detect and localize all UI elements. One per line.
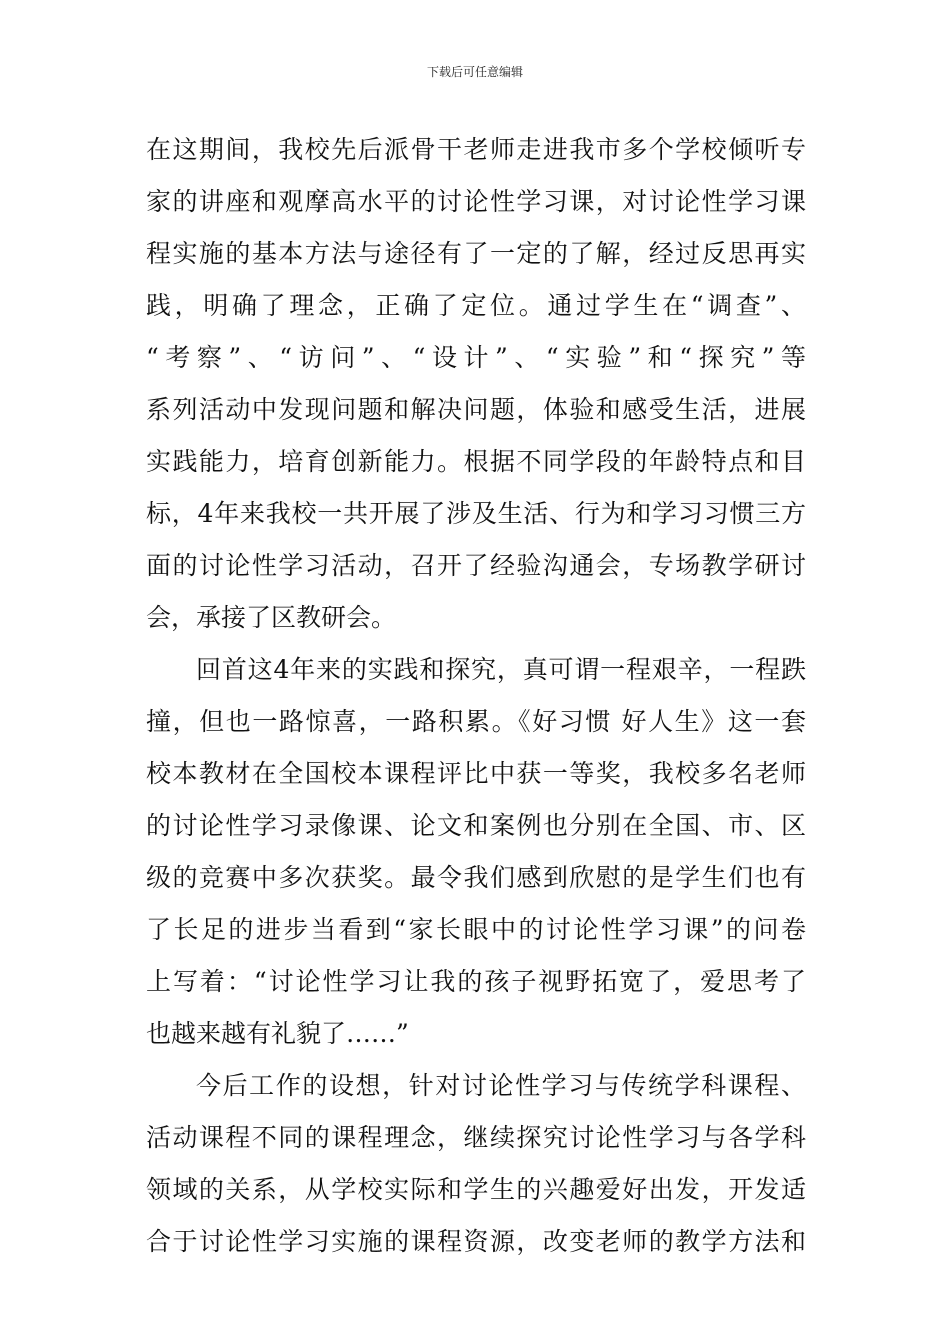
document-body: [146, 124, 806, 1268]
text-line: 面的讨论性学习活动，召开了经验沟通会，专场教学研讨: [146, 551, 806, 580]
text-line: 会，承接了区教研会。: [146, 603, 397, 632]
text-line: 回首这4年来的实践和探究，真可谓一程艰辛，一程跌: [196, 655, 806, 684]
paragraph-1: [146, 124, 806, 644]
text-line: 也越来越有礼貌了……”: [146, 1019, 409, 1048]
page-header: 下载后可任意编辑: [426, 65, 523, 79]
text-line: 校本教材在全国校本课程评比中获一等奖，我校多名老师: [146, 759, 806, 788]
text-line: 领域的关系，从学校实际和学生的兴趣爱好出发，开发适: [146, 1175, 806, 1204]
text-line: 系列活动中发现问题和解决问题，体验和感受生活，进展: [146, 395, 806, 424]
text-line: 撞，但也一路惊喜，一路积累。《好习惯 好人生》这一套: [146, 707, 806, 736]
text-line: 标，4年来我校一共开展了涉及生活、行为和学习习惯三方: [146, 499, 806, 528]
text-line: 级的竞赛中多次获奖。最令我们感到欣慰的是学生们也有: [146, 863, 806, 892]
text-line: 家的讲座和观摩高水平的讨论性学习课，对讨论性学习课: [146, 187, 806, 216]
text-line: 践，明确了理念，正确了定位。通过学生在“调查”、: [146, 291, 806, 320]
paragraph-3: [146, 1060, 806, 1268]
text-line: 实践能力，培育创新能力。根据不同学段的年龄特点和目: [146, 447, 806, 476]
text-line: 程实施的基本方法与途径有了一定的了解，经过反思再实: [146, 239, 806, 268]
text-line: 合于讨论性学习实施的课程资源，改变老师的教学方法和: [146, 1227, 806, 1256]
text-line: 今后工作的设想，针对讨论性学习与传统学科课程、: [196, 1071, 806, 1100]
text-line: 的讨论性学习录像课、论文和案例也分别在全国、市、区: [146, 811, 806, 840]
text-line: 了长足的进步当看到“家长眼中的讨论性学习课”的问卷: [146, 915, 806, 944]
text-line: “考察”、“访问”、“设计”、“实验”和“探究”等: [146, 343, 806, 372]
paragraph-2: [146, 644, 806, 1060]
text-line: 活动课程不同的课程理念，继续探究讨论性学习与各学科: [146, 1123, 806, 1152]
text-line: 在这期间，我校先后派骨干老师走进我市多个学校倾听专: [146, 135, 806, 164]
text-line: 上写着：“讨论性学习让我的孩子视野拓宽了，爱思考了: [146, 967, 806, 996]
